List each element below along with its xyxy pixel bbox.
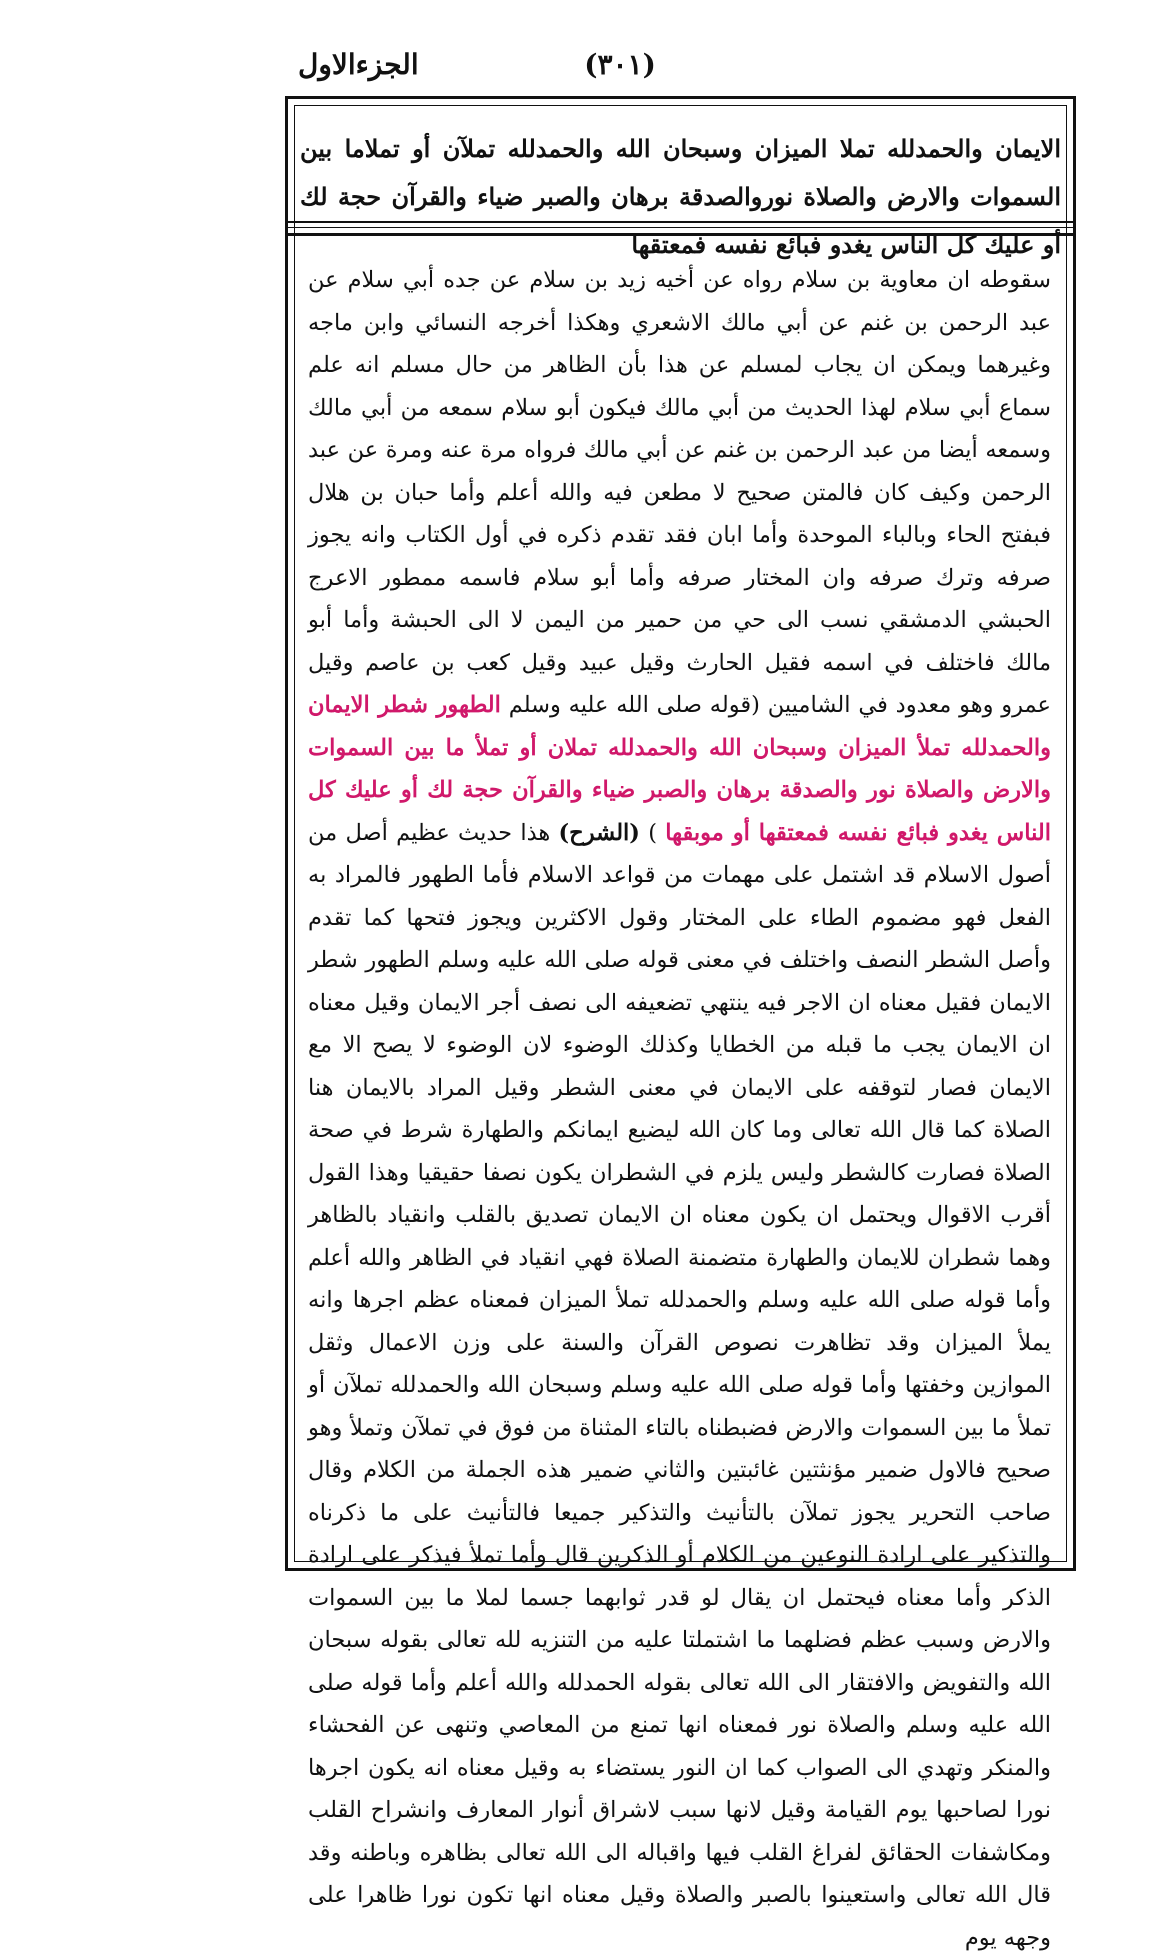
matn-box [300,125,1061,259]
divider-bottom [288,233,1073,236]
page-number: (٣٠١) [584,48,656,81]
running-head-volume: الجزءالاول [298,48,419,81]
paragraph-isnad: سقوطه ان معاوية بن سلام رواه عن أخيه زيد بن سلام عن جده أبي سلام عن عبد الرحمن بن غنم عن أبي مالك الاشعري وهكذا أخرجه النسائي وابن ماجه وغيرهما ويمكن ان يجاب لمسلم عن هذا بأن الظاهر من حال مسلم انه علم سماع أبي سلام لهذا الحديث من أبي مالك فيكون أبو سلام سمعه من أبي مالك وسمعه أيضا من عبد الرحمن بن غنم عن أبي مالك فرواه مرة عنه ومرة عن عبد الرحمن وكيف كان فالمتن صحيح لا مطعن فيه والله أعلم وأما حبان بن هلال فبفتح الحاء وبالباء الموحدة وأما ابان فقد تقدم ذكره في أول الكتاب وانه يجوز صرفه وترك صرفه وان المختار صرفه وأما أبو سلام فاسمه ممطور الاعرج الحبشي الدمشقي نسب الى حي من حمير من اليمن لا الى الحبشة وأما أبو مالك فاختلف في اسمه فقيل الحارث وقيل عبيد وقيل كعب بن عاصم وقيل عمرو وهو معدود في الشاميين [308,267,1051,718]
divider-top [288,221,1073,223]
commentary-body [308,259,1052,1951]
sharh-label: (الشرح) [558,819,640,846]
divider-mid [288,227,1073,228]
hadith-quote: الطهور شطر الايمان والحمدلله تملأ الميزان وسبحان الله والحمدلله تملان أو تملأ ما بين السموات والارض والصلاة نور والصدقة برهان والصبر ضياء والقرآن حجة لك أو عليك كل الناس يغدو فبائع نفسه فمعتقها أو موبقها [308,692,1052,846]
quote-open: (قوله صلى الله عليه وسلم [508,692,760,718]
quote-close: ) [648,819,657,846]
page-frame [285,96,1076,1951]
matn-text: الايمان والحمدلله تملا الميزان وسبحان الله والحمدلله تملآن أو تملاما بين السموات والارض والصلاة نوروالصدقة برهان والصبر ضياء والقرآن حجة لك أو عليك كل الناس يغدو فبائع نفسه فمعتقها [300,134,1061,259]
paragraph-sharh: هذا حديث عظيم أصل من أصول الاسلام قد اشتمل على مهمات من قواعد الاسلام فأما الطهور فالمراد به الفعل فهو مضموم الطاء على المختار وقول الاكثرين ويجوز فتحها كما تقدم وأصل الشطر النصف واختلف في معنى قوله صلى الله عليه وسلم الطهور شطر الايمان فقيل معناه ان الاجر فيه ينتهي تضعيفه الى نصف أجر الايمان وقيل معناه ان الايمان يجب ما قبله من الخطايا وكذلك الوضوء لان الوضوء لا يصح الا مع الايمان فصار لتوقفه على الايمان في معنى الشطر وقيل المراد بالايمان هنا الصلاة كما قال الله تعالى وما كان الله ليضيع ايمانكم والطهارة شرط في صحة الصلاة فصارت كالشطر وليس يلزم في الشطران يكون نصفا حقيقيا وهذا القول أقرب الاقوال ويحتمل ان يكون معناه ان الايمان تصديق بالقلب وانقياد بالظاهر وهما شطران للايمان والطهارة متضمنة الصلاة فهي انقياد في الظاهر والله أعلم وأما قوله صلى الله عليه وسلم والحمدلله تملأ الميزان فمعناه عظم اجرها وانه يملأ الميزان وقد تظاهرت نصوص القرآن والسنة على وزن الاعمال وثقل الموازين وخفتها وأما قوله صلى الله عليه وسلم وسبحان الله والحمدلله تملآن أو تملأ ما بين السموات والارض فضبطناه بالتاء المثناة من فوق في تملآن وتملأ وهو صحيح فالاول ضمير مؤنثتين غائبتين والثاني ضمير هذه الجملة من الكلام وقال صاحب التحرير يجوز تملآن بالتأنيث والتذكير جميعا فالتأنيث على ما ذكرناه والتذكير على ارادة النوعين من الكلام أو الذكرين قال وأما تملأ فيذكر على ارادة الذكر وأما معناه فيحتمل ان يقال لو قدر ثوابهما جسما لملا ما بين السموات والارض وسبب عظم فضلهما ما اشتملتا عليه من التنزيه لله تعالى بقوله سبحان الله والتفويض والافتقار الى الله تعالى بقوله الحمدلله والله أعلم وأما قوله صلى الله عليه وسلم والصلاة نور فمعناه انها تمنع من المعاصي وتنهى عن الفحشاء والمنكر وتهدي الى الصواب كما ان النور يستضاء به وقيل معناه انه يكون اجرها نورا لصاحبها يوم القيامة وقيل لانها سبب لاشراق أنوار المعارف وانشراح القلب ومكاشفات الحقائق لفراغ القلب فيها واقباله الى الله تعالى بظاهره وباطنه وقد قال الله تعالى واستعينوا بالصبر والصلاة وقيل معناه انها تكون نورا ظاهرا على وجهه يوم [308,819,1051,1951]
